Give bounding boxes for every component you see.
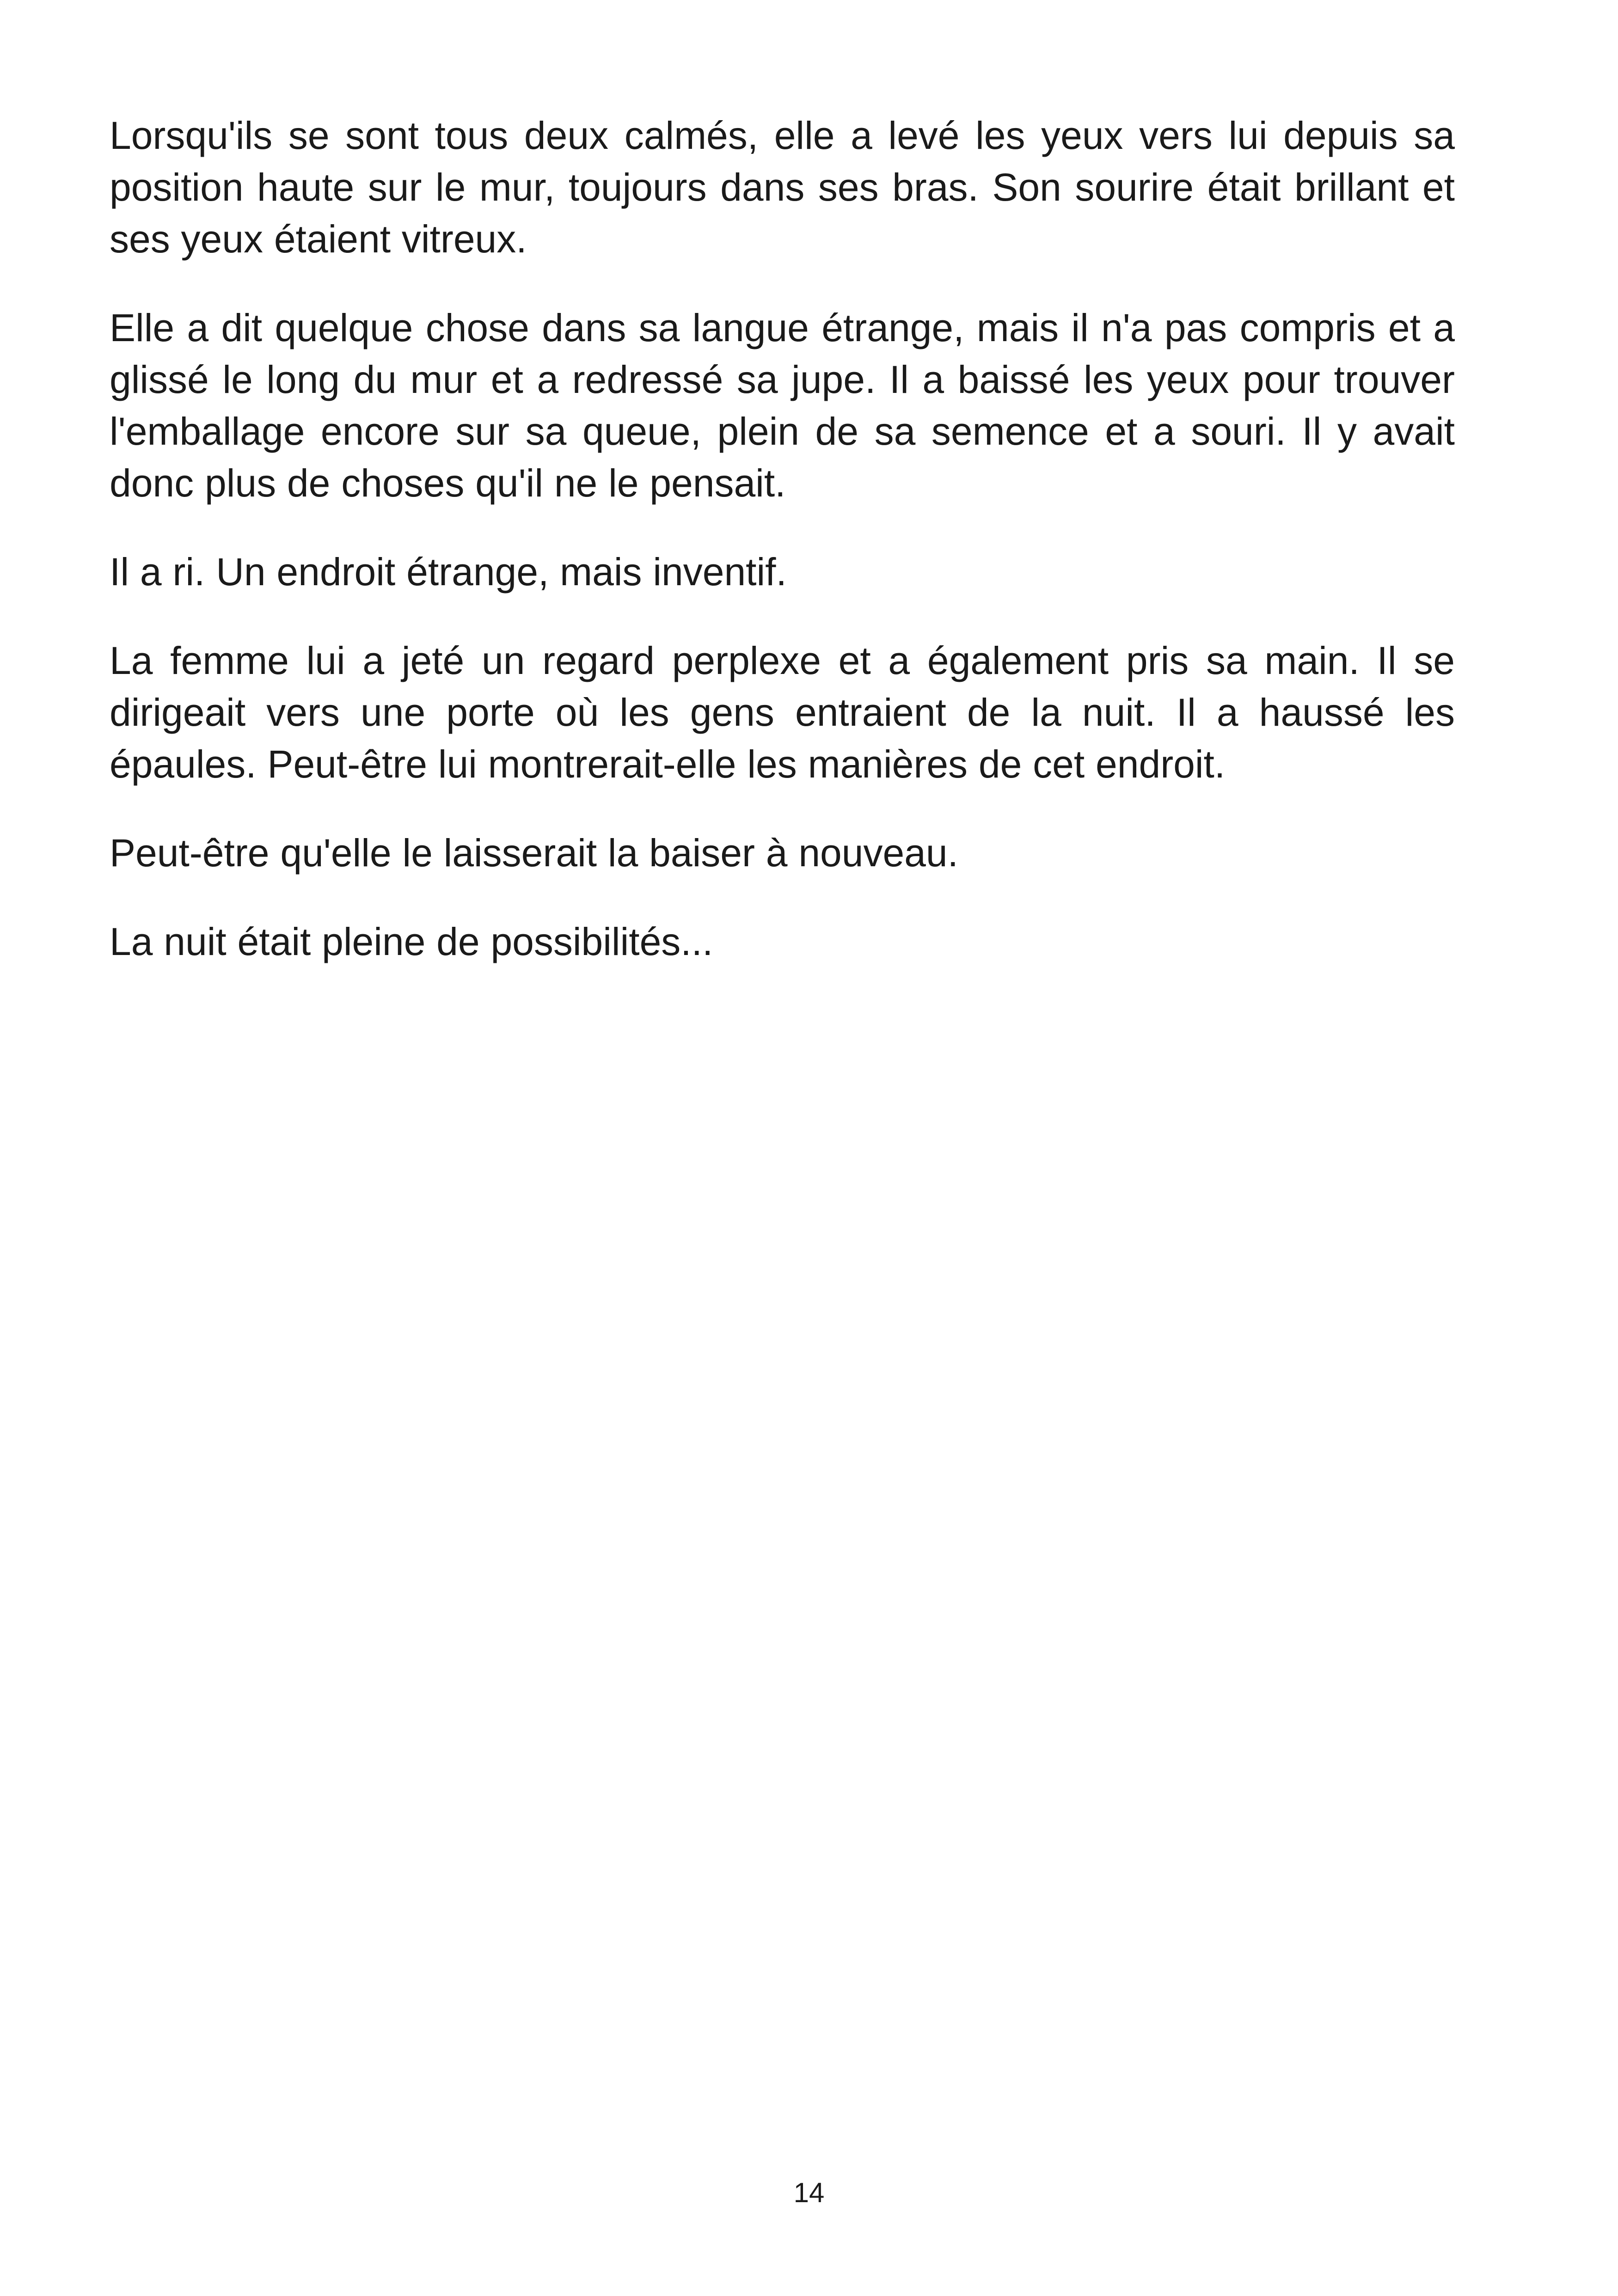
paragraph: Elle a dit quelque chose dans sa langue étrange, mais il n'a pas compris et a glissé le long du mur et a redressé sa jupe. Il a baissé les yeux pour trouver l'emballage encore sur sa queue, plein de sa semence et a souri. Il y avait donc plus de choses qu'il ne le pensait. [110, 306, 1455, 505]
paragraph: La nuit était pleine de possibilités... [110, 920, 713, 963]
paragraph: La femme lui a jeté un regard perplexe et a également pris sa main. Il se dirigeait vers une porte où les gens entraient de la nuit. Il a haussé les épaules. Peut-être lui montrerait-elle les manières de cet endroit. [110, 639, 1455, 786]
paragraph: Lorsqu'ils se sont tous deux calmés, elle a levé les yeux vers lui depuis sa position haute sur le mur, toujours dans ses bras. Son sourire était brillant et ses yeux étaient vitreux. [110, 114, 1455, 261]
paragraph: Il a ri. Un endroit étrange, mais inventif. [110, 550, 787, 594]
paragraph: Peut-être qu'elle le laisserait la baiser à nouveau. [110, 831, 958, 875]
page-number: 14 [793, 2177, 825, 2208]
page-body [110, 110, 1455, 1004]
